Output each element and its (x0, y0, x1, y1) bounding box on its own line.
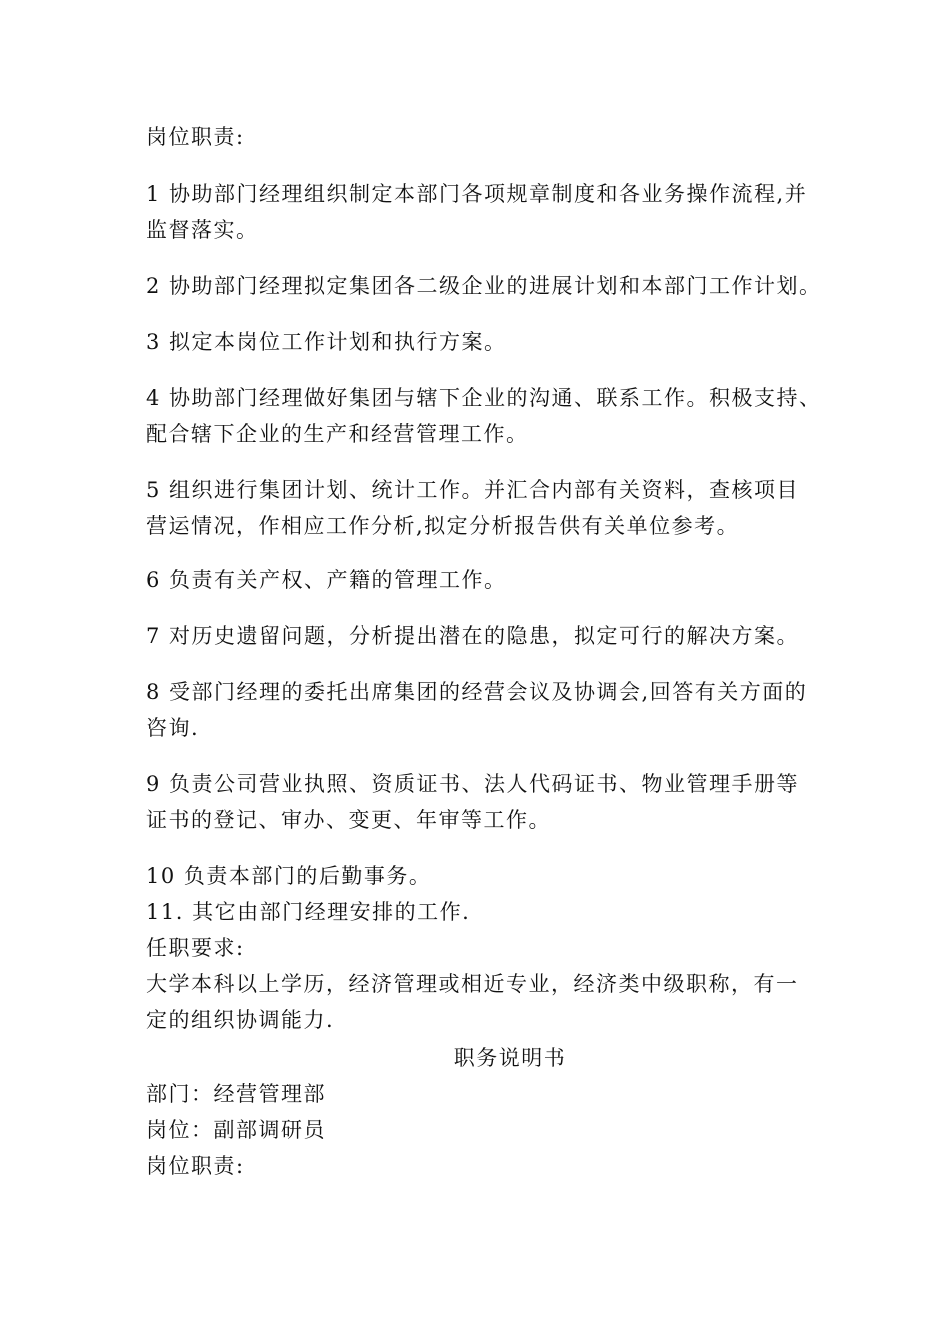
duty-1-line-2: 监督落实。 (146, 218, 259, 242)
department-field: 部门：经营管理部 (146, 1082, 326, 1106)
requirements-line-2: 定的组织协调能力. (146, 1008, 335, 1032)
duty-4-line-1: 4 协助部门经理做好集团与辖下企业的沟通、联系工作。积极支持、 (146, 386, 822, 410)
duty-9-line-2: 证书的登记、审办、变更、年审等工作。 (146, 808, 551, 832)
section-heading-duties: 岗位职责: (146, 125, 245, 149)
duty-6: 6 负责有关产权、产籍的管理工作。 (146, 568, 507, 592)
section-heading-requirements: 任职要求: (146, 936, 245, 960)
duty-5-line-2: 营运情况，作相应工作分析,拟定分析报告供有关单位参考。 (146, 514, 740, 538)
section-heading-duties-2: 岗位职责: (146, 1154, 245, 1178)
duty-9-line-1: 9 负责公司营业执照、资质证书、法人代码证书、物业管理手册等 (146, 772, 800, 796)
duty-1-line-1: 1 协助部门经理组织制定本部门各项规章制度和各业务操作流程,并 (146, 182, 808, 206)
requirements-line-1: 大学本科以上学历，经济管理或相近专业，经济类中级职称，有一 (146, 972, 799, 996)
duty-8-line-2: 咨询. (146, 716, 200, 740)
job-description-title: 职务说明书 (453, 1046, 567, 1070)
duty-5-line-1: 5 组织进行集团计划、统计工作。并汇合内部有关资料，查核项目 (146, 478, 800, 502)
duty-11: 11. 其它由部门经理安排的工作. (146, 900, 471, 924)
duty-2: 2 协助部门经理拟定集团各二级企业的进展计划和本部门工作计划。 (146, 274, 822, 298)
position-field: 岗位：副部调研员 (146, 1118, 326, 1142)
duty-8-line-1: 8 受部门经理的委托出席集团的经营会议及协调会,回答有关方面的 (146, 680, 808, 704)
duty-10: 10 负责本部门的后勤事务。 (146, 864, 432, 888)
duty-3: 3 拟定本岗位工作计划和执行方案。 (146, 330, 507, 354)
duty-7: 7 对历史遗留问题，分析提出潜在的隐患，拟定可行的解决方案。 (146, 624, 800, 648)
duty-4-line-2: 配合辖下企业的生产和经营管理工作。 (146, 422, 529, 446)
